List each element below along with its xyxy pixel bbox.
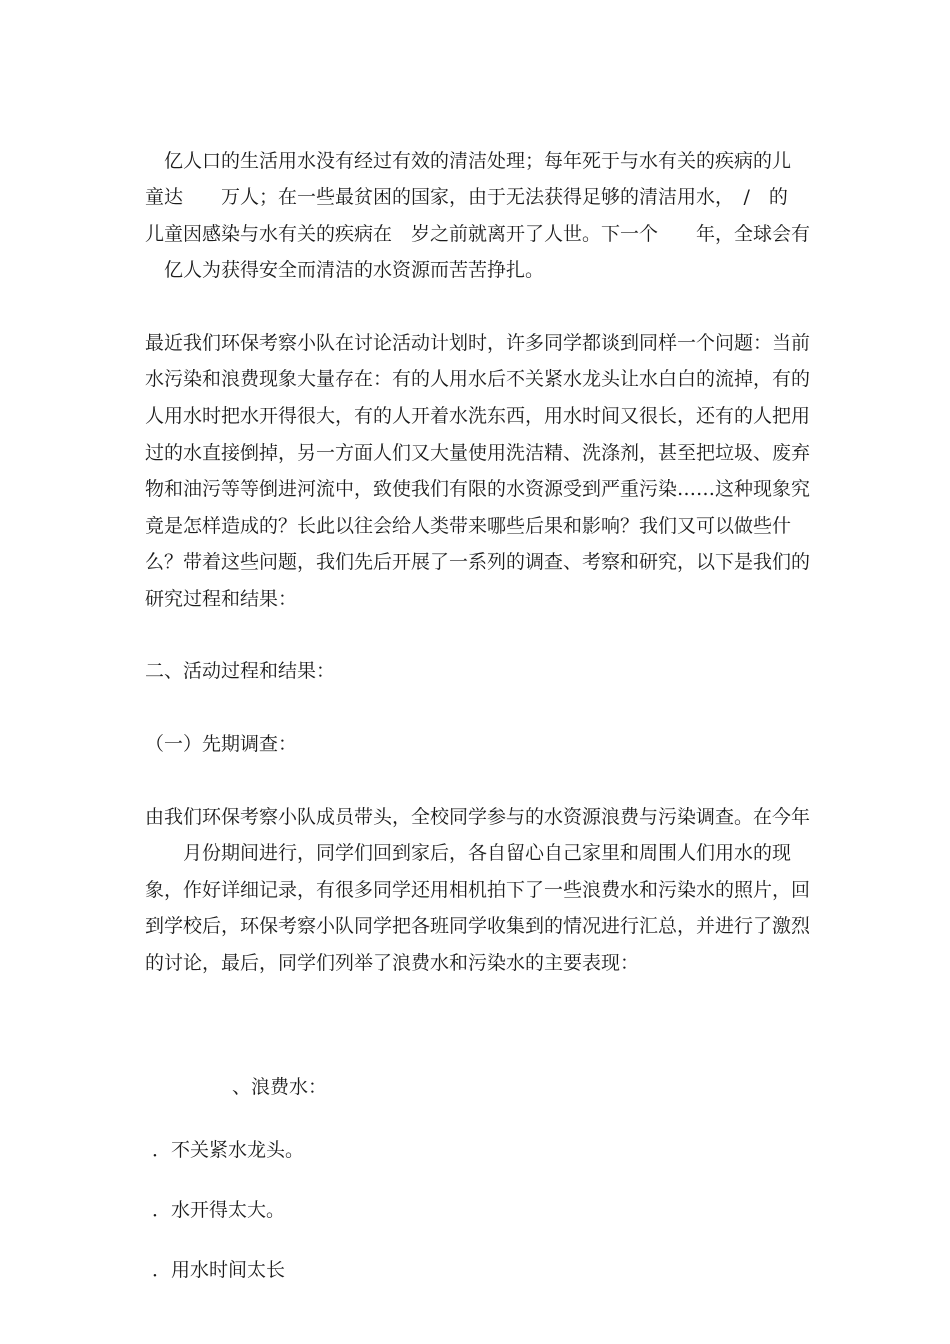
background-line-4: 过的水直接倒掉，另一方面人们又大量使用洗洁精、洗涤剂，甚至把垃圾、废弃 bbox=[145, 442, 811, 464]
background-line-3: 人用水时把水开得很大，有的人开着水洗东西，用水时间又很长，还有的人把用 bbox=[145, 405, 811, 427]
intro-line-1: 亿人口的生活用水没有经过有效的清洁处理；每年死于与水有关的疾病的儿 bbox=[145, 150, 792, 172]
background-line-2: 水污染和浪费现象大量存在：有的人用水后不关紧水龙头让水白白的流掉，有的 bbox=[145, 368, 811, 390]
intro-line-3: 儿童因感染与水有关的疾病在 岁之前就离开了人世。下一个 年，全球会有 bbox=[145, 223, 811, 245]
subsection-heading: （一）先期调查： bbox=[145, 733, 298, 755]
intro-line-4: 亿人为获得安全而清洁的水资源而苦苦挣扎。 bbox=[145, 259, 545, 281]
survey-line-5: 的讨论，最后，同学们列举了浪费水和污染水的主要表现： bbox=[145, 952, 640, 974]
background-line-7: 么？带着这些问题，我们先后开展了一系列的调查、考察和研究，以下是我们的 bbox=[145, 551, 811, 573]
survey-line-1: 由我们环保考察小队成员带头，全校同学参与的水资源浪费与污染调查。在今年 bbox=[145, 806, 811, 828]
background-line-5: 物和油污等等倒进河流中，致使我们有限的水资源受到严重污染……这种现象究 bbox=[145, 478, 811, 500]
background-line-8: 研究过程和结果： bbox=[145, 588, 298, 610]
list-item-3: ．用水时间太长 bbox=[152, 1259, 286, 1281]
list-heading: 、浪费水： bbox=[232, 1076, 328, 1098]
background-line-1: 最近我们环保考察小队在讨论活动计划时，许多同学都谈到同样一个问题：当前 bbox=[145, 332, 811, 354]
survey-line-2: 月份期间进行，同学们回到家后，各自留心自己家里和周围人们用水的现 bbox=[145, 842, 792, 864]
survey-line-3: 象，作好详细记录，有很多同学还用相机拍下了一些浪费水和污染水的照片，回 bbox=[145, 879, 811, 901]
background-line-6: 竟是怎样造成的？长此以往会给人类带来哪些后果和影响？我们又可以做些什 bbox=[145, 515, 792, 537]
survey-line-4: 到学校后，环保考察小队同学把各班同学收集到的情况进行汇总，并进行了激烈 bbox=[145, 915, 811, 937]
intro-line-2: 童达 万人；在一些最贫困的国家，由于无法获得足够的清洁用水， / 的 bbox=[145, 186, 788, 208]
list-item-2: ．水开得太大。 bbox=[152, 1199, 286, 1221]
list-item-1: ．不关紧水龙头。 bbox=[152, 1139, 305, 1161]
section-heading: 二、活动过程和结果： bbox=[145, 660, 336, 682]
